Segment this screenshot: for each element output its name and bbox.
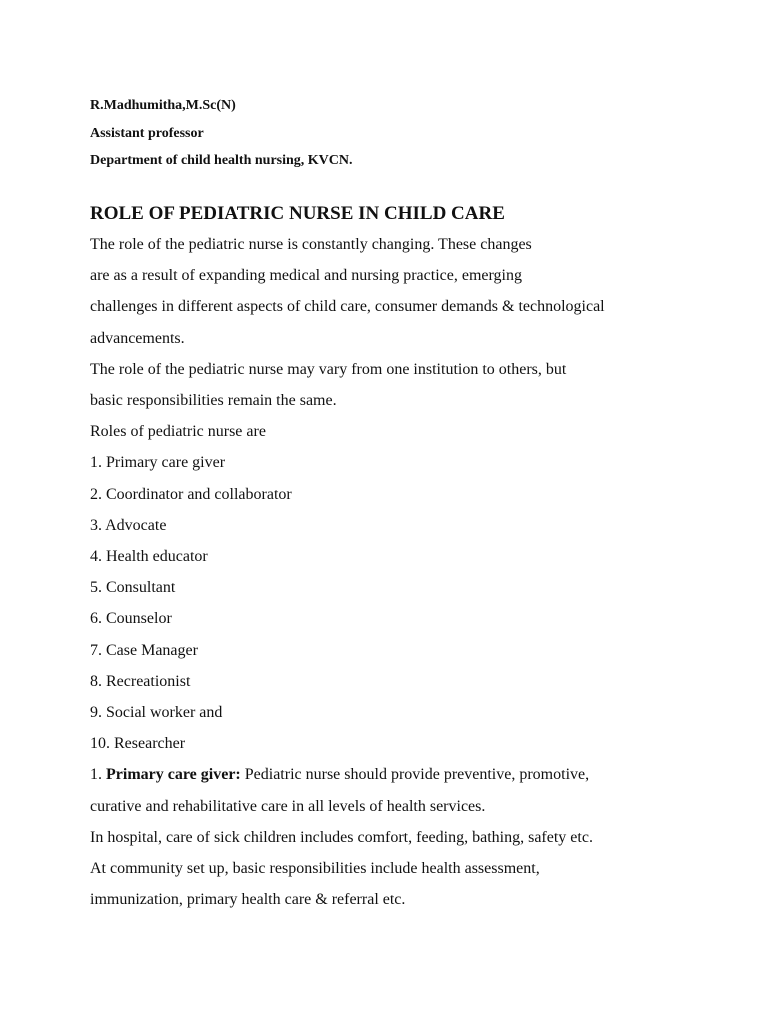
section-line: In hospital, care of sick children includes comfort, feeding, bathing, safety etc.	[90, 828, 593, 846]
role-list-item: 4. Health educator	[90, 548, 208, 566]
intro-line: challenges in different aspects of child care, consumer demands & technological	[90, 298, 605, 316]
intro-line: are as a result of expanding medical and nursing practice, emerging	[90, 267, 522, 285]
intro-line: The role of the pediatric nurse is constantly changing. These changes	[90, 236, 532, 253]
section-line: immunization, primary health care & referral etc.	[90, 891, 406, 909]
author-department: Department of child health nursing, KVCN.	[90, 153, 353, 168]
section-first-line	[90, 759, 730, 790]
author-block	[90, 92, 690, 175]
section-text: Pediatric nurse should provide preventive, promotive,	[240, 766, 590, 784]
author-name: R.Madhumitha,M.Sc(N)	[90, 98, 236, 113]
role-list-item: 6. Counselor	[90, 610, 172, 628]
intro-line: advancements.	[90, 329, 185, 347]
role-list-item: 9. Social worker and	[90, 704, 223, 722]
role-list-item: 8. Recreationist	[90, 672, 191, 690]
role-list-item: 7. Case Manager	[90, 641, 198, 659]
roles-intro: Roles of pediatric nurse are	[90, 423, 266, 441]
role-list-item: 10. Researcher	[90, 735, 186, 753]
intro-line: The role of the pediatric nurse may vary from one institution to others, but	[90, 360, 567, 378]
section-number: 1.	[90, 766, 106, 784]
role-list-item: 1. Primary care giver	[90, 454, 226, 472]
author-designation: Assistant professor	[90, 125, 204, 141]
role-list-item: 3. Advocate	[90, 516, 167, 534]
role-list-item: 5. Consultant	[90, 579, 176, 597]
role-list-item: 2. Coordinator and collaborator	[90, 485, 292, 503]
section-heading: Primary care giver:	[106, 766, 241, 784]
section-line: At community set up, basic responsibilities include health assessment,	[90, 860, 540, 878]
document-title: ROLE OF PEDIATRIC NURSE IN CHILD CARE	[90, 203, 505, 224]
section-line: curative and rehabilitative care in all levels of health services.	[90, 797, 486, 815]
document-body	[90, 198, 730, 915]
intro-line: basic responsibilities remain the same.	[90, 392, 337, 410]
